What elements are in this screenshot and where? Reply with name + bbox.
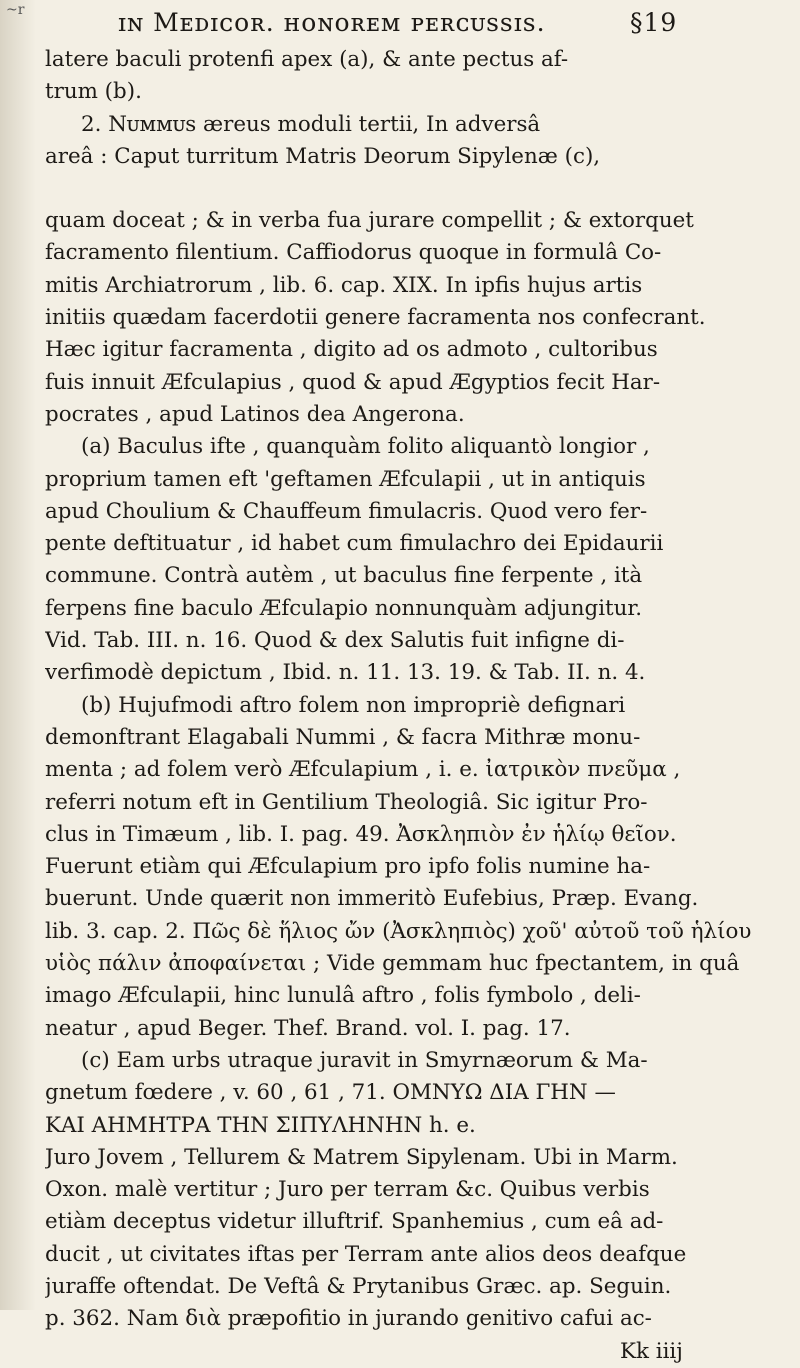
- text-line: p. 362. Nam διὰ præpofitio in jurando genitivo cafui ac-: [45, 1306, 652, 1332]
- text-line: (b) Hujufmodi aftro folem non impropriè defignari: [81, 692, 626, 718]
- text-line: mitis Archiatrorum , lib. 6. cap. XIX. In ipfis hujus artis: [45, 272, 643, 298]
- text-line: etiàm deceptus videtur illuftrif. Spanhemius , cum eâ ad-: [45, 1209, 664, 1235]
- text-line: areâ : Caput turritum Matris Deorum Sipylenæ (c),: [45, 143, 601, 169]
- text-line: Oxon. malè vertitur ; Juro per terram &c. Quibus verbis: [45, 1177, 650, 1203]
- running-header: [118, 8, 678, 37]
- text-line: Vid. Tab. III. n. 16. Quod & dex Salutis fuit infigne di-: [45, 628, 625, 654]
- page-number: §19: [630, 8, 678, 37]
- text-line: referri notum eft in Gentilium Theologiâ. Sic igitur Pro-: [45, 789, 648, 815]
- text-line: menta ; ad folem verò Æfculapium , i. e. ἰατρικὸν πνεῦμα ,: [45, 757, 681, 783]
- text-line: juraffe oftendat. De Veftâ & Prytanibus Græc. ap. Seguin.: [45, 1273, 672, 1299]
- text-line: verfimodè depictum , Ibid. n. 11. 13. 19. & Tab. II. n. 4.: [45, 660, 646, 686]
- body-text: [45, 44, 780, 1368]
- text-line: ferpens fine baculo Æfculapio nonnunquàm adjungitur.: [45, 595, 643, 621]
- running-title: ɪɴ Mᴇᴅɪᴄᴏʀ. ʜᴏɴᴏʀᴇᴍ ᴘᴇʀᴄᴜssɪs.: [118, 8, 546, 37]
- scan-edge: [0, 0, 36, 1310]
- text-line: neatur , apud Beger. Thef. Brand. vol. I. pag. 17.: [45, 1015, 571, 1041]
- text-line: Hæc igitur facramenta , digito ad os admoto , cultoribus: [45, 337, 658, 363]
- text-line: demonftrant Elagabali Nummi , & facra Mithræ monu-: [45, 724, 641, 750]
- text-line: (a) Baculus ifte , quanquàm folito aliquantò longior ,: [81, 434, 650, 460]
- text-line: fuis innuit Æfculapius , quod & apud Ægyptios fecit Har-: [45, 369, 661, 395]
- text-line: latere baculi protenfi apex (a), & ante pectus af-: [45, 47, 569, 72]
- text-line: υἱὸς πάλιν ἀποφαίνεται ; Vide gemmam huc fpectantem, in quâ: [45, 951, 740, 977]
- text-line: imago Æfculapii, hinc lunulâ aftro , folis fymbolo , deli-: [45, 983, 641, 1009]
- signature-mark: Kk iiij: [620, 1338, 683, 1364]
- text-line: facramento filentium. Caffiodorus quoque in formulâ Co-: [45, 240, 662, 266]
- text-line: apud Choulium & Chauffeum fimulacris. Quod vero fer-: [45, 498, 648, 524]
- text-line: ducit , ut civitates iftas per Terram ante alios deos deafque: [45, 1241, 687, 1267]
- text-line: lib. 3. cap. 2. Πῶς δὲ ἥλιος ὤν (Ἀσκληπιὸς) χοῦ' αὐτοῦ τοῦ ἡλίου: [45, 918, 752, 944]
- text-line: clus in Timæum , lib. I. pag. 49. Ἀσκληπιὸν ἐν ἡλίῳ θεῖον.: [45, 821, 677, 847]
- text-line: Fuerunt etiàm qui Æfculapium pro ipfo folis numine ha-: [45, 854, 651, 880]
- text-line: pente deftituatur , id habet cum fimulachro dei Epidaurii: [45, 531, 664, 557]
- text-line: (c) Eam urbs utraque juravit in Smyrnæorum & Ma-: [81, 1047, 648, 1073]
- text-line: ΚΑΙ ΑΗΜΗΤΡΑ ΤΗΝ ΣΙΠΥΛΗΝΗΝ h. e.: [45, 1112, 476, 1138]
- section-gap: [45, 173, 780, 205]
- text-line: pocrates , apud Latinos dea Angerona.: [45, 401, 465, 427]
- text-line: initiis quædam facerdotii genere facramenta nos confecrant.: [45, 305, 706, 331]
- text-line: quam doceat ; & in verba fua jurare compellit ; & extorquet: [45, 208, 694, 234]
- text-line: proprium tamen eft 'geftamen Æfculapii , ut in antiquis: [45, 466, 646, 492]
- text-line: gnetum fœdere , v. 60 , 61 , 71. ΟΜΝΥΩ ΔΙΑ ΓΗΝ —: [45, 1080, 616, 1106]
- text-line: trum (b).: [45, 79, 142, 105]
- text-line: 2. Nᴜᴍᴍᴜs æreus moduli tertii, In adversâ: [81, 111, 541, 137]
- text-line: buerunt. Unde quærit non immeritò Eufebius, Præp. Evang.: [45, 886, 699, 912]
- text-line: Juro Jovem , Tellurem & Matrem Sipylenam. Ubi in Marm.: [45, 1144, 678, 1170]
- text-line: commune. Contrà autèm , ut baculus fine ferpente , ità: [45, 563, 643, 589]
- page-mark: ~r: [6, 2, 25, 18]
